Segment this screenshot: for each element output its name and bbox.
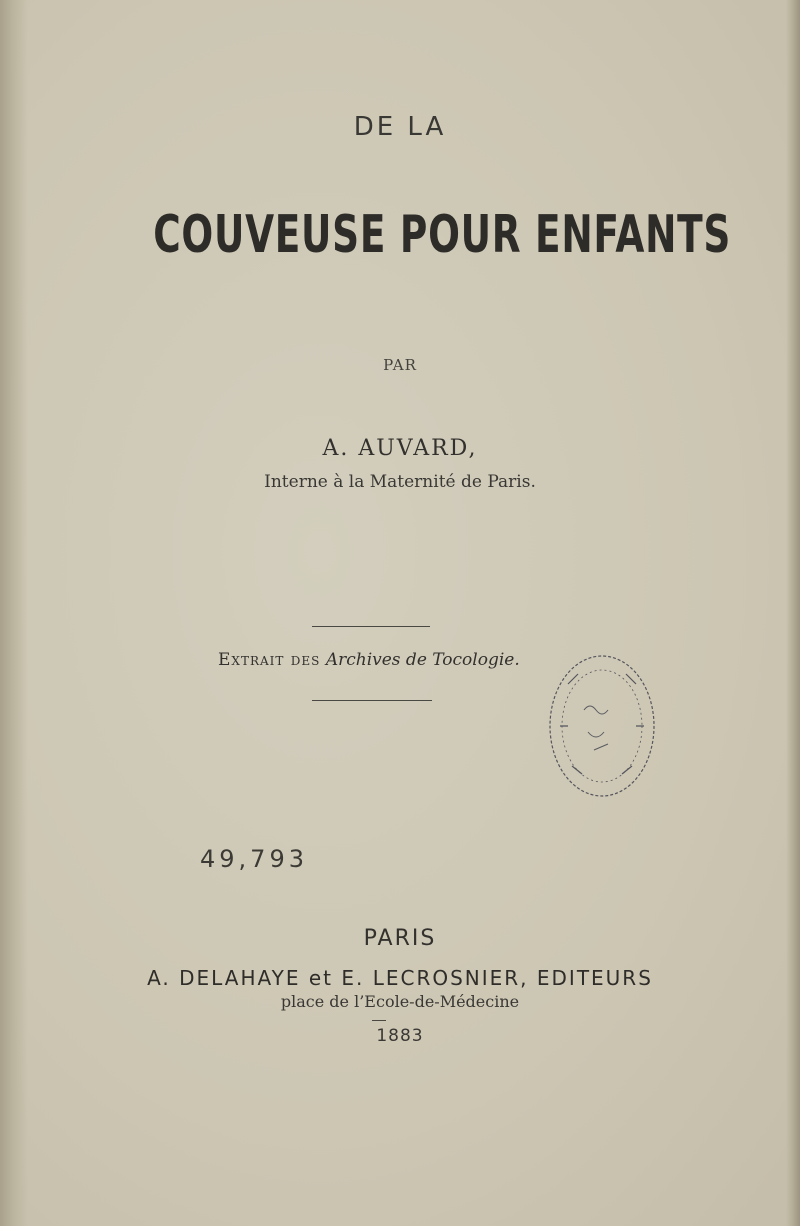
imprint-year: 1883 [376, 1026, 424, 1046]
short-divider [372, 1020, 386, 1021]
extract-line [218, 650, 520, 670]
author-name: A. AUVARD, [322, 436, 478, 461]
extract-prefix: Extrait des [218, 650, 321, 670]
by-label: PAR [383, 356, 417, 374]
shelf-number: 49,793 [200, 845, 308, 873]
imprint-address: place de l’Ecole-de-Médecine [280, 992, 520, 1011]
book-title: COUVEUSE POUR ENFANTS [153, 205, 732, 265]
imprint-city: PARIS [363, 926, 437, 951]
library-stamp-icon [538, 640, 666, 810]
author-role: Interne à la Maternité de Paris. [264, 472, 536, 492]
divider-top [312, 626, 430, 627]
imprint-publisher: A. DELAHAYE et E. LECROSNIER, EDITEURS [147, 966, 653, 990]
journal-name: Archives de Tocologie. [325, 650, 520, 670]
divider-bottom [312, 700, 432, 701]
heading-de-la: DE LA [353, 112, 447, 142]
